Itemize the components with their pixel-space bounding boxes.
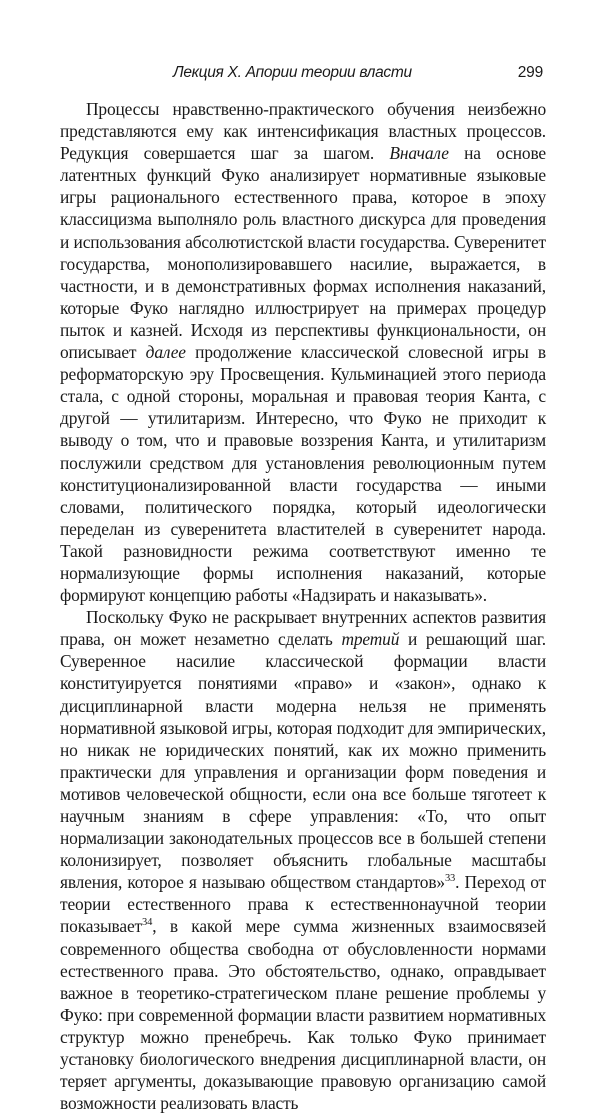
italic-emphasis: далее [145, 342, 186, 363]
body-text [60, 98, 546, 1114]
italic-emphasis: Вначале [389, 143, 449, 164]
footnote-ref: 34 [141, 917, 153, 929]
text-segment: . Переход от теории естественного права к естественнонаучной теории показывает [60, 872, 546, 937]
running-head [60, 64, 543, 86]
text-segment: на основе латентных функций Фуко анализирует нормативные языковые игры рационального естественного права, которое в эпоху классицизма выполняло роль властного дискурса для проведения и использования абсолютистской власти государства. Суверенитет государства, монополизировавшего насилие, выражается, в частности, и в демонстративных формах исполнения наказаний, которые Фуко наглядно иллюстрирует на примерах процедур пыток и казней. Исходя из перспективы функциональности, он описывает [60, 143, 546, 363]
text-segment: , в какой мере сумма жизненных взаимосвязей современного общества свободна от обусловленности нормами естественного права. Это обстоятельство, однако, оправдывает важное в теоретико-стратегическом плане решение проблемы у Фуко: при современной формации власти развитием нормативных структур можно пренебречь. Как только Фуко принимает установку биологического внедрения дисциплинарной власти, он теряет аргументы, доказывающие правовую организацию самой возможности реализовать власть [60, 916, 546, 1114]
page-number: 299 [517, 64, 543, 81]
running-title: Лекция X. Апории теории власти [173, 64, 412, 81]
text-segment: Процессы нравственно-практического обучения неизбежно представляются ему как интенсификация властных процессов. Редукция совершается шаг за шагом. [60, 99, 546, 164]
footnote-ref: 33 [444, 873, 456, 885]
paragraph [60, 606, 546, 1114]
paragraph [60, 98, 546, 606]
text-segment: Поскольку Фуко не раскрывает внутренних аспектов развития права, он может незаметно сделать [60, 607, 546, 650]
text-segment: продолжение классической словесной игры в реформаторскую эру Просвещения. Кульминацией этого периода стала, с одной стороны, моральная и правовая теория Канта, с другой — утилитаризм. Интересно, что Фуко не приходит к выводу о том, что и правовые воззрения Канта, и утилитаризм послужили средством для установления революционным путем конституционализированной власти государства — иными словами, политического порядка, который идеологически переделан из суверенитета властителей в суверенитет народа. Такой разновидности режима соответствуют именно те нормализующие формы исполнения наказаний, которые формируют концепцию работы «Надзирать и наказывать». [60, 342, 546, 606]
italic-emphasis: третий [341, 629, 400, 650]
text-segment: и решающий шаг. Суверенное насилие классической формации власти конституируется понятиями «право» и «закон», однако к дисциплинарной власти модерна нельзя не применять нормативной языковой игры, которая подходит для эмпирических, но никак не юридических понятий, как их можно применить практически для управления и организации форм поведения и мотивов человеческой общности, если она все больше тяготеет к научным знаниям в сфере управления: «То, что опыт нормализации законодательных процессов все в большей степени колонизирует, позволяет объяснить глобальные масштабы явления, которое я называю обществом стандартов» [60, 629, 546, 893]
